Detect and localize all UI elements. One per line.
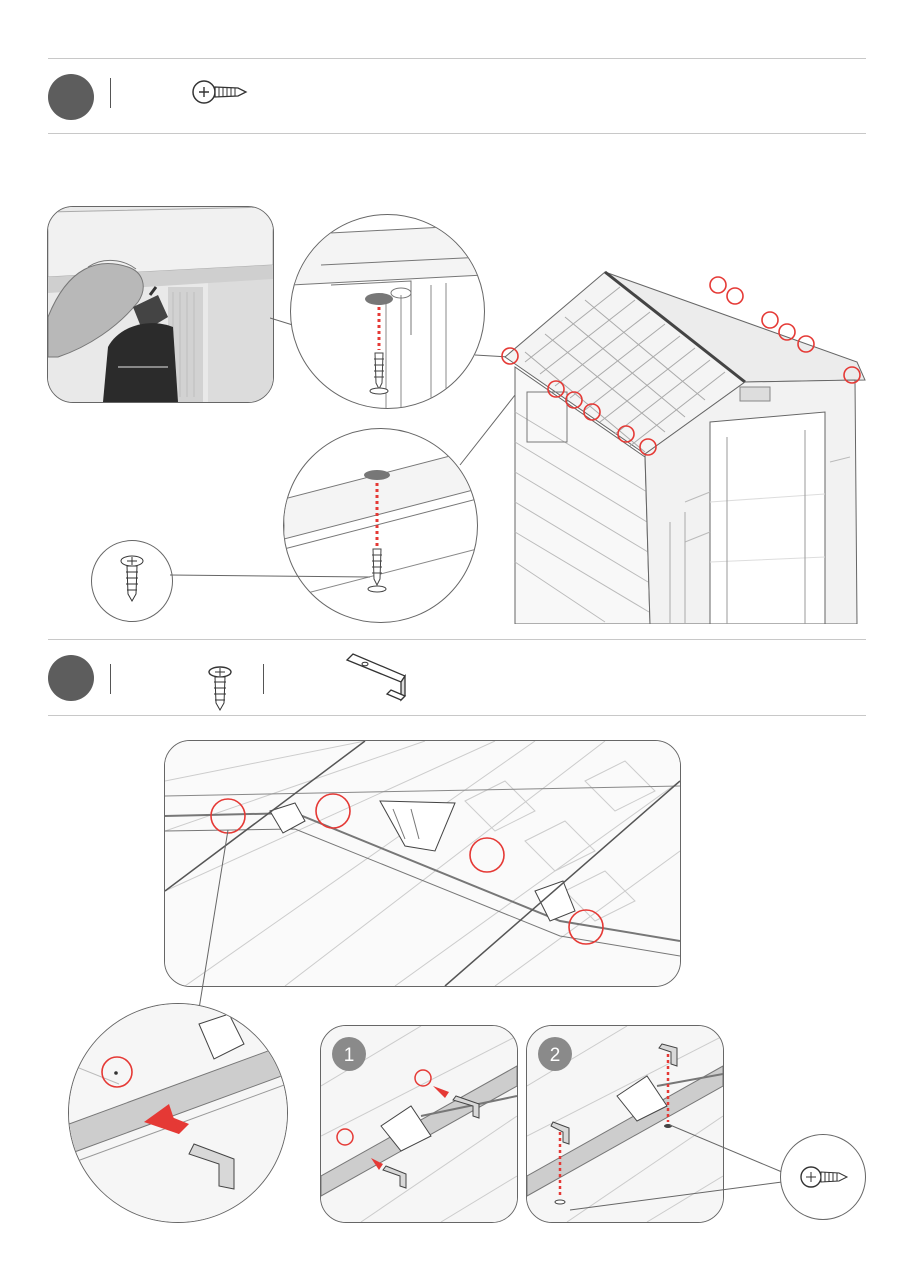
screw-callout xyxy=(91,540,173,622)
screw-icon xyxy=(190,78,250,106)
substep-1-number: 1 xyxy=(343,1045,355,1066)
callout-lines xyxy=(170,345,520,585)
substep-1-panel xyxy=(320,1025,518,1223)
bracket-insert-detail xyxy=(68,1003,288,1223)
screw-location-markers xyxy=(495,262,867,624)
roof-overview xyxy=(164,740,681,987)
top-rule xyxy=(48,58,866,59)
step-b-rule xyxy=(48,715,866,716)
step-marker-a xyxy=(48,74,94,120)
header-separator xyxy=(110,664,111,694)
step-marker-b xyxy=(48,655,94,701)
header-separator xyxy=(110,78,111,108)
screw-callout xyxy=(780,1134,866,1220)
header-separator xyxy=(263,664,264,694)
screw-callout-lines xyxy=(560,1120,790,1220)
screw-icon xyxy=(205,664,235,712)
substep-2-number: 2 xyxy=(549,1045,561,1066)
bracket-icon xyxy=(343,652,419,702)
step-a-rule xyxy=(48,133,866,134)
overview-connector xyxy=(180,820,240,1020)
step-b-top-rule xyxy=(48,639,866,640)
